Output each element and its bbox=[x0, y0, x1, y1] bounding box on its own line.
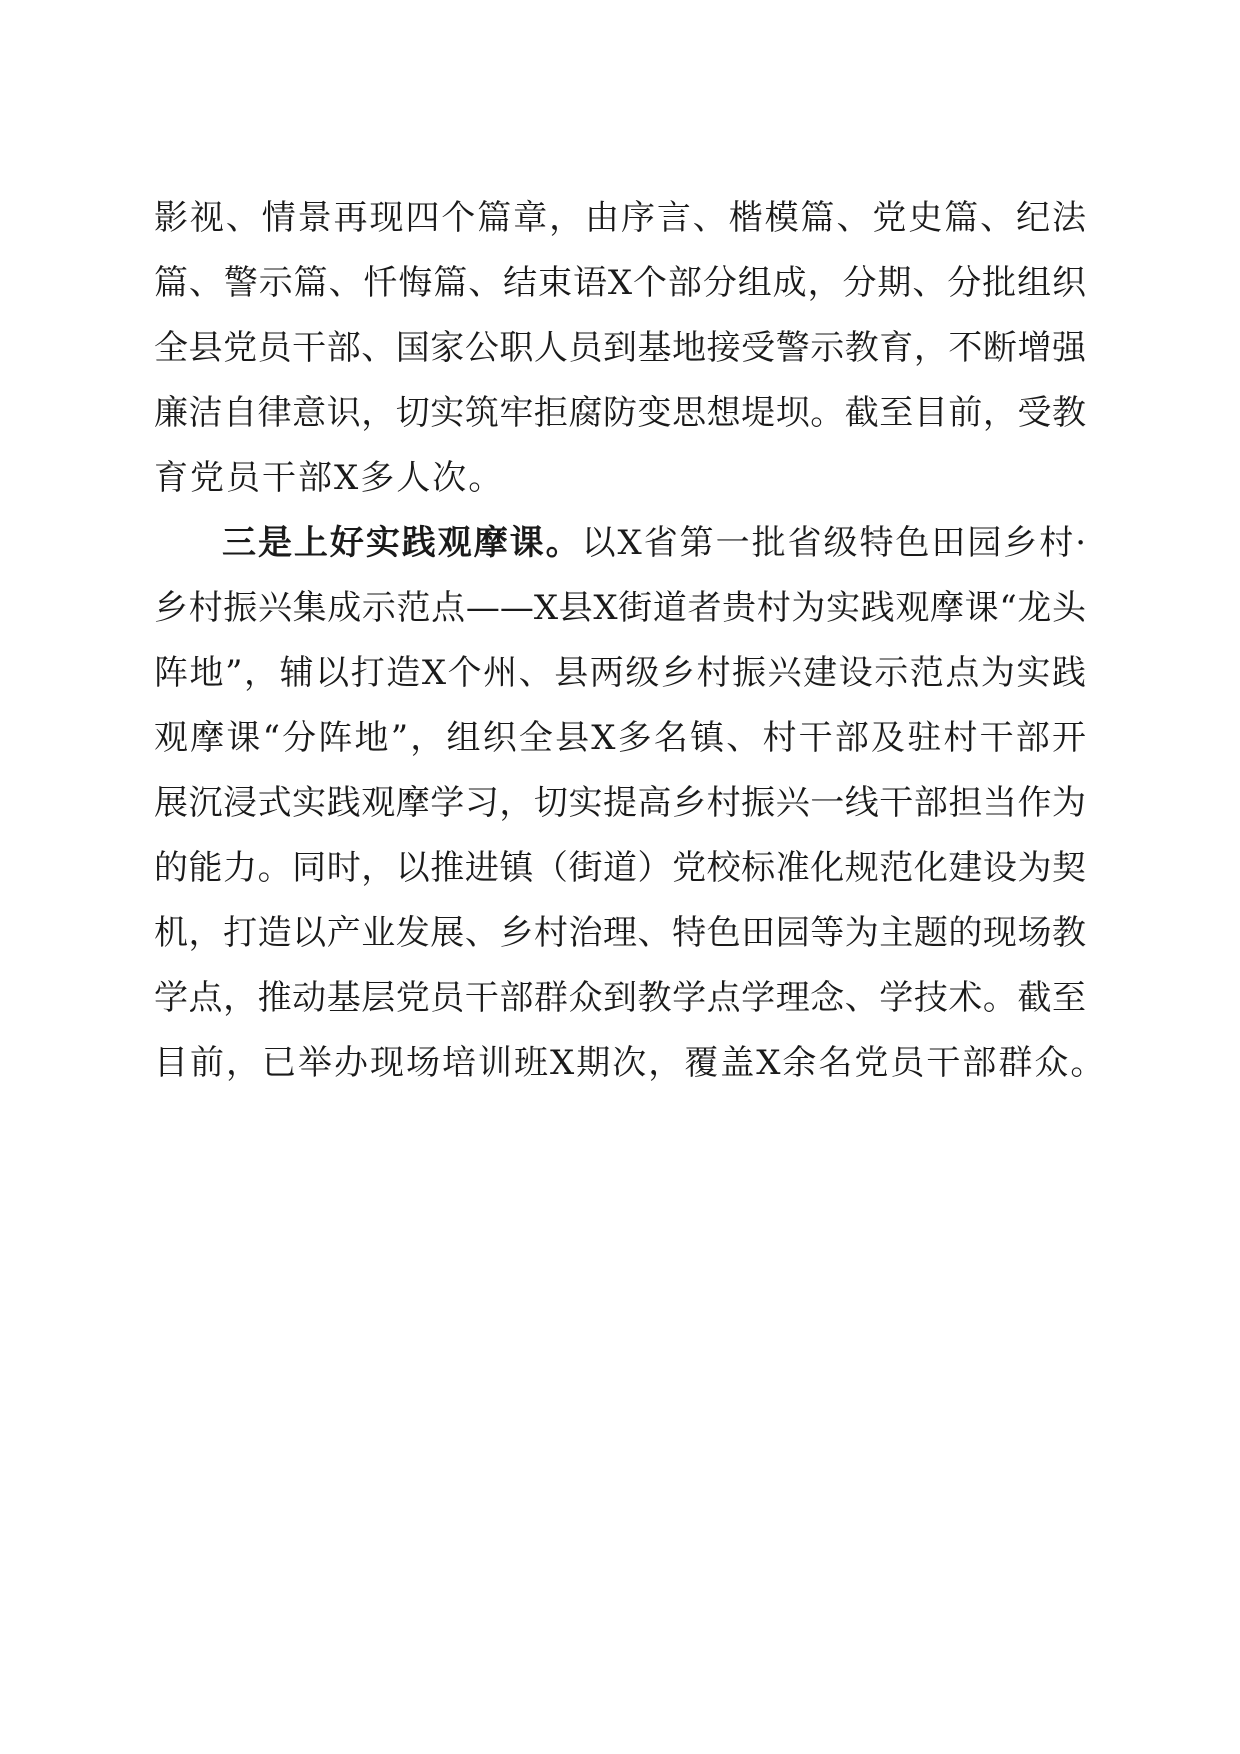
paragraph-line: 目前，已举办现场培训班X期次，覆盖X余名党员干部群众。 bbox=[154, 1043, 1107, 1083]
paragraph-practice-course bbox=[154, 511, 1107, 1096]
paragraph-line: 育党员干部X多人次。 bbox=[154, 458, 505, 498]
paragraph-line: 的能力。同时，以推进镇（街道）党校标准化规范化建设为契 bbox=[154, 848, 1086, 888]
paragraph-line: 全县党员干部、国家公职人员到基地接受警示教育，不断增强 bbox=[154, 328, 1086, 368]
paragraph-first-line bbox=[154, 511, 1086, 576]
paragraph-line: 机，打造以产业发展、乡村治理、特色田园等为主题的现场教 bbox=[154, 913, 1086, 953]
paragraph-line: 乡村振兴集成示范点——X县X街道者贵村为实践观摩课“龙头 bbox=[154, 588, 1086, 628]
paragraph-line: 阵地”，辅以打造X个州、县两级乡村振兴建设示范点为实践 bbox=[154, 653, 1086, 693]
paragraph-line: 廉洁自律意识，切实筑牢拒腐防变思想堤坝。截至目前，受教 bbox=[154, 393, 1086, 433]
paragraph-line: 篇、警示篇、忏悔篇、结束语X个部分组成，分期、分批组织 bbox=[154, 263, 1086, 303]
paragraph-line: 展沉浸式实践观摩学习，切实提高乡村振兴一线干部担当作为 bbox=[154, 783, 1086, 823]
section-lead-heading: 三是上好实践观摩课。 bbox=[222, 523, 582, 563]
document-body bbox=[154, 186, 1107, 1096]
paragraph-line: 观摩课“分阵地”，组织全县X多名镇、村干部及驻村干部开 bbox=[154, 718, 1086, 758]
paragraph-line: 影视、情景再现四个篇章，由序言、楷模篇、党史篇、纪法 bbox=[154, 198, 1086, 238]
paragraph-line-rest: 以X省第一批省级特色田园乡村· bbox=[581, 523, 1086, 563]
paragraph-warning-education bbox=[154, 186, 1086, 511]
paragraph-line: 学点，推动基层党员干部群众到教学点学理念、学技术。截至 bbox=[154, 978, 1086, 1018]
